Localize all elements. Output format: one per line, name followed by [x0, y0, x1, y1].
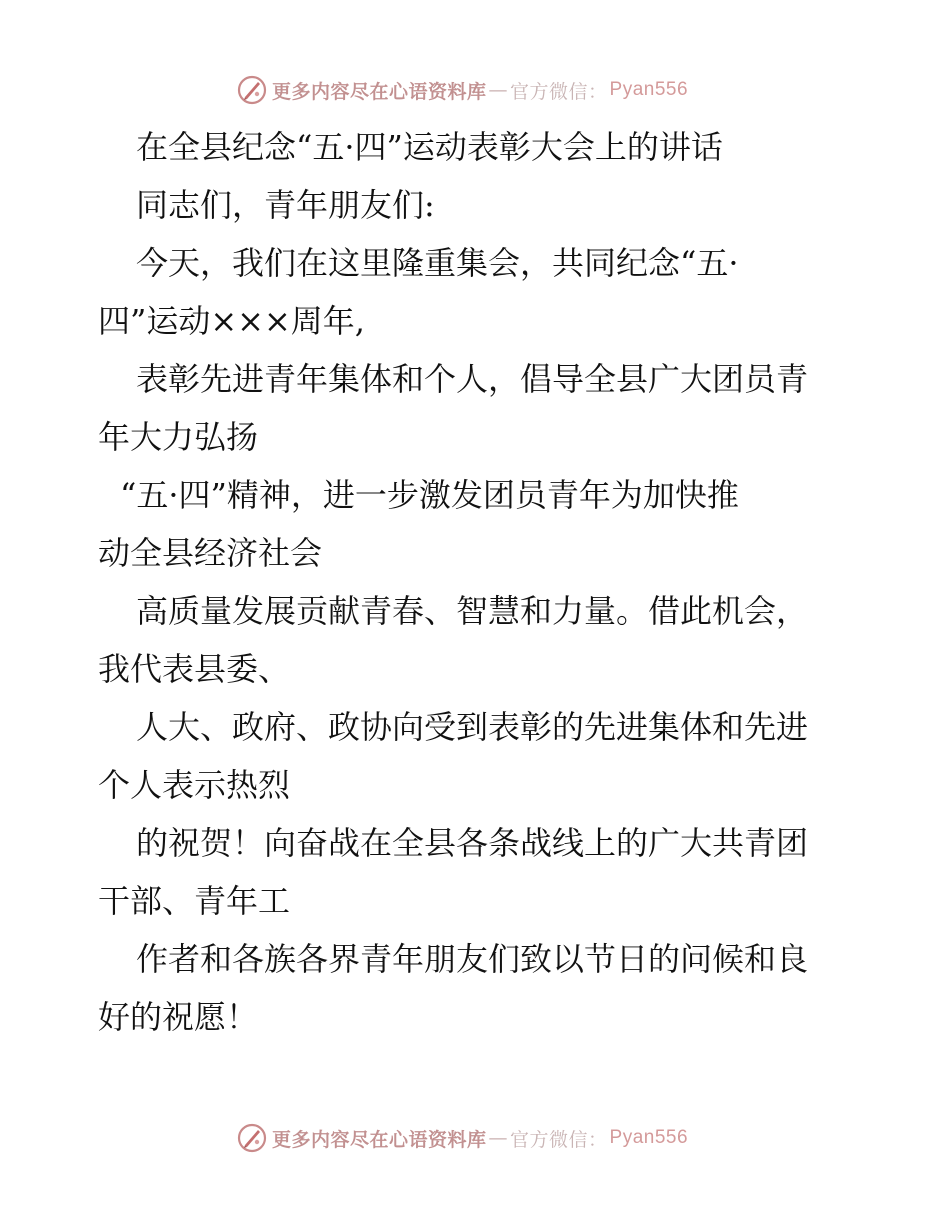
watermark-dash: — — [488, 1127, 509, 1149]
paragraph-line: 干部、青年工 — [98, 882, 291, 920]
paragraph-line: “五·四”精神，进一步激发团员青年为加快推 — [120, 476, 739, 514]
speech-title: 在全县纪念“五·四”运动表彰大会上的讲话 — [136, 128, 723, 166]
paragraph-line: 今天，我们在这里隆重集会，共同纪念“五· — [136, 244, 739, 282]
watermark-label: 官方微信： — [510, 1128, 608, 1151]
quill-circle-icon — [236, 74, 268, 106]
paragraph-line: 我代表县委、 — [98, 650, 291, 688]
paragraph-line: 个人表示热烈 — [98, 766, 291, 804]
watermark-brand: 更多内容尽在心语资料库 — [272, 1128, 487, 1151]
speech-body — [98, 118, 858, 1046]
paragraph-line: 作者和各族各界青年朋友们致以节日的问候和良 — [136, 940, 809, 978]
paragraph-line: 好的祝愿！ — [98, 998, 259, 1036]
watermark-label: 官方微信： — [510, 80, 608, 103]
paragraph-line: 的祝贺！向奋战在全县各条战线上的广大共青团 — [136, 824, 809, 862]
watermark-wechat-id: Pyan556 — [609, 1127, 689, 1148]
paragraph-line: 人大、政府、政协向受到表彰的先进集体和先进 — [136, 708, 809, 746]
paragraph-line: 表彰先进青年集体和个人，倡导全县广大团员青 — [136, 360, 809, 398]
paragraph-line: 年大力弘扬 — [98, 418, 259, 456]
paragraph-line: 四”运动×××周年, — [98, 302, 365, 340]
footer-watermark — [236, 1120, 688, 1156]
quill-circle-icon — [236, 1122, 268, 1154]
speech-salutation: 同志们，青年朋友们: — [136, 186, 435, 224]
watermark-wechat-id: Pyan556 — [609, 79, 689, 100]
paragraph-line: 动全县经济社会 — [98, 534, 323, 572]
header-watermark — [236, 72, 688, 108]
watermark-brand: 更多内容尽在心语资料库 — [272, 80, 487, 103]
paragraph-line: 高质量发展贡献青春、智慧和力量。借此机会， — [136, 592, 809, 630]
watermark-dash: — — [488, 79, 509, 101]
